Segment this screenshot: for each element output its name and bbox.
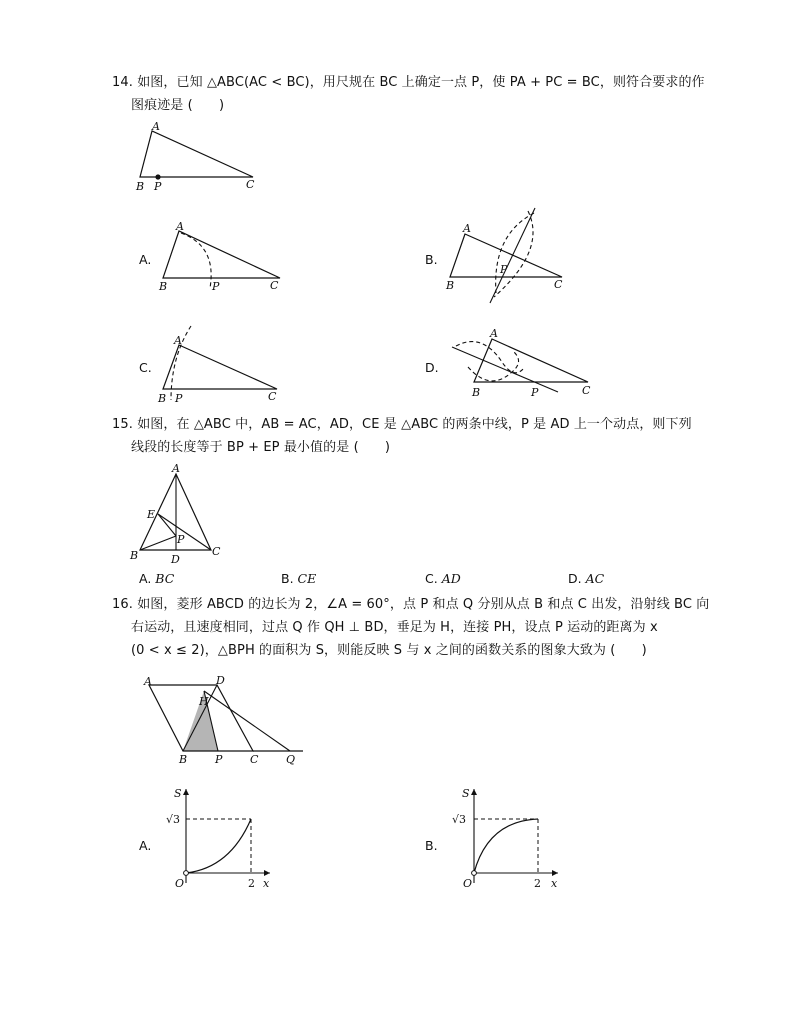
q16-option-a-label[interactable]: A.: [139, 838, 152, 853]
q15-label-p: P: [177, 533, 185, 546]
q14-d-arc-1: [456, 342, 524, 373]
q16-figure: [140, 673, 310, 768]
question-14: [112, 71, 710, 117]
q14-option-d-label[interactable]: D.: [425, 360, 439, 375]
q15-label-a: A: [172, 462, 180, 475]
question-16: [112, 593, 710, 662]
q14-label-p: P: [154, 180, 162, 193]
q15-label-b: B: [130, 549, 139, 562]
q14-a-arc: [181, 233, 211, 288]
q15-option-d-value: AC: [585, 571, 605, 586]
q14-b-label-p: P: [500, 263, 508, 276]
question-15: [112, 413, 710, 459]
q16-label-b: B: [179, 753, 188, 766]
q15-option-a-value: BC: [155, 571, 175, 586]
q15-label-e: E: [147, 508, 156, 521]
question-16-line-1: 16. 如图，菱形 ABCD 的边长为 2，∠A = 60°，点 P 和点 Q 分别从点 B 和点 C 出发，沿射线 BC 向: [112, 597, 710, 612]
q16-label-d: D: [216, 674, 225, 687]
q15-option-b-label: B.: [281, 571, 294, 586]
q16-b-origin-point: [472, 871, 477, 876]
q16-a-x-tick: 2: [248, 877, 255, 890]
q14-b-bisector: [490, 208, 535, 303]
q14-c-label-c: C: [268, 390, 277, 403]
q15-option-c-value: AD: [441, 571, 461, 586]
q16-segment-qh: [204, 691, 290, 751]
q14-b-label-c: C: [554, 278, 563, 291]
q15-option-a-label: A.: [139, 571, 152, 586]
q14-label-c: C: [246, 178, 255, 191]
question-16-line-3: (0 < x ≤ 2)，△BPH 的面积为 S，则能反映 S 与 x 之间的函数关系的图象大致为 ( ): [131, 643, 647, 658]
q15-option-c-label: C.: [425, 571, 438, 586]
q14-d-label-a: A: [490, 327, 498, 340]
q16-a-origin-label: O: [175, 877, 185, 890]
question-14-line-2: 图痕迹是 ( ): [131, 98, 225, 113]
q14-c-label-a: A: [174, 334, 182, 347]
q16-label-a: A: [144, 675, 152, 688]
q14-c-label-b: B: [158, 392, 167, 405]
q14-option-d-figure[interactable]: [442, 322, 597, 407]
q16-a-y-label: S: [174, 787, 182, 800]
q14-d-label-b: B: [472, 386, 481, 399]
q14-b-label-a: A: [463, 222, 471, 235]
q14-b-label-b: B: [446, 279, 455, 292]
q15-option-b-value: CE: [297, 571, 317, 586]
q16-label-h: H: [199, 695, 209, 708]
q16-option-b-label[interactable]: B.: [425, 838, 438, 853]
q14-label-b: B: [136, 180, 145, 193]
q15-figure: [128, 462, 228, 566]
question-16-line-2: 右运动，且速度相同，过点 Q 作 QH ⊥ BD，垂足为 H，连接 PH，设点 P 运动的距离为 x: [131, 620, 658, 635]
q14-d-arc-2: [468, 352, 519, 381]
q16-b-curve: [474, 819, 538, 873]
q14-option-c-label[interactable]: C.: [139, 360, 152, 375]
q16-a-curve: [186, 819, 251, 873]
q14-label-a: A: [152, 120, 160, 133]
q15-option-d[interactable]: [568, 571, 604, 586]
q16-label-c: C: [250, 753, 259, 766]
question-15-line-1: 15. 如图，在 △ABC 中，AB = AC，AD，CE 是 △ABC 的两条中线，P 是 AD 上一个动点，则下列: [112, 417, 692, 432]
q14-c-label-p: P: [175, 392, 183, 405]
q16-b-y-tick: √3: [452, 813, 467, 826]
q16-a-x-label: x: [263, 877, 270, 890]
q14-a-label-c: C: [270, 279, 279, 292]
q14-option-b-label[interactable]: B.: [425, 252, 438, 267]
q14-option-c-figure[interactable]: [155, 322, 290, 407]
q16-b-origin-label: O: [463, 877, 473, 890]
q14-a-label-b: B: [159, 280, 168, 293]
question-14-line-1: 14. 如图，已知 △ABC(AC < BC)，用尺规在 BC 上确定一点 P，使 PA + PC = BC，则符合要求的作: [112, 75, 705, 90]
q14-d-label-p: P: [531, 386, 539, 399]
q16-a-origin-point: [184, 871, 189, 876]
q14-option-a-figure[interactable]: [155, 218, 290, 298]
q16-b-x-label: x: [551, 877, 558, 890]
q14-option-b-figure[interactable]: [442, 205, 572, 310]
q16-b-y-label: S: [462, 787, 470, 800]
q15-option-a[interactable]: [139, 571, 174, 586]
q15-label-d: D: [171, 553, 180, 566]
q14-d-line: [452, 347, 558, 392]
q14-d-label-c: C: [582, 384, 591, 397]
question-15-line-2: 线段的长度等于 BP + EP 最小值的是 ( ): [131, 440, 391, 455]
q16-label-q: Q: [286, 753, 296, 766]
q16-option-a-graph[interactable]: [160, 783, 280, 893]
q15-label-c: C: [212, 545, 221, 558]
q14-main-figure: [130, 118, 270, 198]
q16-a-y-tick: √3: [166, 813, 181, 826]
q16-b-x-tick: 2: [534, 877, 541, 890]
q14-a-label-a: A: [176, 220, 184, 233]
q14-point-p: [155, 174, 160, 179]
q15-option-c[interactable]: [425, 571, 461, 586]
q14-option-a-label[interactable]: A.: [139, 252, 152, 267]
q16-label-p: P: [215, 753, 223, 766]
q14-triangle: [140, 131, 253, 177]
q14-a-label-p: P: [212, 280, 220, 293]
q15-option-b[interactable]: [281, 571, 316, 586]
q15-option-d-label: D.: [568, 571, 582, 586]
q16-option-b-graph[interactable]: [448, 783, 568, 893]
